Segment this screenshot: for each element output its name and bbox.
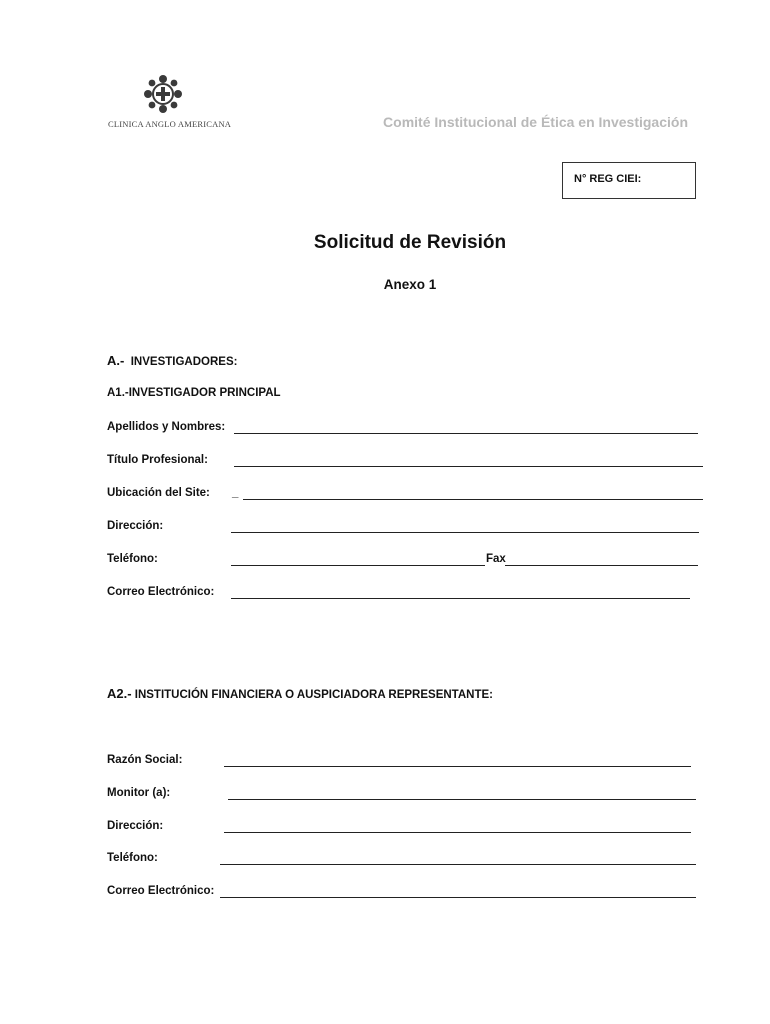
clinic-logo xyxy=(108,74,232,132)
field-label-fax: Fax xyxy=(486,553,506,565)
section-a-title: INVESTIGADORES: xyxy=(130,356,238,368)
field-row-email xyxy=(107,586,707,602)
clinic-crest-icon xyxy=(108,74,218,118)
field-row-phone xyxy=(107,553,707,569)
field-label-email: Correo Electrónico: xyxy=(107,586,215,598)
field-row-site xyxy=(107,487,707,503)
field-row-address xyxy=(107,520,707,536)
field-site-marker: _ xyxy=(232,487,239,499)
section-a-prefix: A.- xyxy=(107,353,125,368)
document-title: Solicitud de Revisión xyxy=(313,232,507,253)
field-label-phone: Teléfono: xyxy=(107,553,158,565)
field-label-address: Dirección: xyxy=(107,520,164,532)
section-a1-heading: A1.-INVESTIGADOR PRINCIPAL xyxy=(107,387,281,399)
sponsor-line-email[interactable] xyxy=(220,897,696,898)
sponsor-row-address xyxy=(107,820,707,836)
sponsor-label-phone: Teléfono: xyxy=(107,852,158,864)
field-line-title[interactable] xyxy=(234,466,703,467)
field-line-email[interactable] xyxy=(231,598,690,599)
field-line-site[interactable] xyxy=(243,499,703,500)
field-row-title xyxy=(107,454,707,470)
field-label-name: Apellidos y Nombres: xyxy=(107,421,226,433)
field-label-title: Título Profesional: xyxy=(107,454,208,466)
section-a2-prefix: A2.- xyxy=(107,686,132,701)
committee-name: Comité Institucional de Ética en Investigación xyxy=(383,114,688,130)
sponsor-line-company[interactable] xyxy=(224,766,691,767)
sponsor-row-company xyxy=(107,754,707,770)
field-line-fax[interactable] xyxy=(505,565,698,566)
sponsor-row-email xyxy=(107,885,707,901)
section-a-heading xyxy=(107,353,237,368)
clinic-name: CLINICA ANGLO AMERICANA xyxy=(108,119,232,129)
field-line-name[interactable] xyxy=(234,433,698,434)
document-subtitle: Anexo 1 xyxy=(383,277,437,292)
field-row-name xyxy=(107,421,707,437)
sponsor-label-email: Correo Electrónico: xyxy=(107,885,215,897)
section-a2-heading xyxy=(107,686,493,701)
sponsor-label-monitor: Monitor (a): xyxy=(107,787,171,799)
sponsor-line-phone[interactable] xyxy=(220,864,696,865)
sponsor-line-monitor[interactable] xyxy=(228,799,696,800)
field-line-address[interactable] xyxy=(231,532,699,533)
sponsor-row-monitor xyxy=(107,787,707,803)
sponsor-line-address[interactable] xyxy=(224,832,691,833)
reg-number-box[interactable] xyxy=(562,162,696,199)
sponsor-label-address: Dirección: xyxy=(107,820,164,832)
field-line-phone[interactable] xyxy=(231,565,485,566)
field-label-site: Ubicación del Site: xyxy=(107,487,210,499)
reg-number-label: N° REG CIEI: xyxy=(574,173,642,185)
sponsor-row-phone xyxy=(107,852,707,868)
section-a2-title: INSTITUCIÓN FINANCIERA O AUSPICIADORA REPRESENTANTE: xyxy=(134,689,493,701)
sponsor-label-company: Razón Social: xyxy=(107,754,183,766)
